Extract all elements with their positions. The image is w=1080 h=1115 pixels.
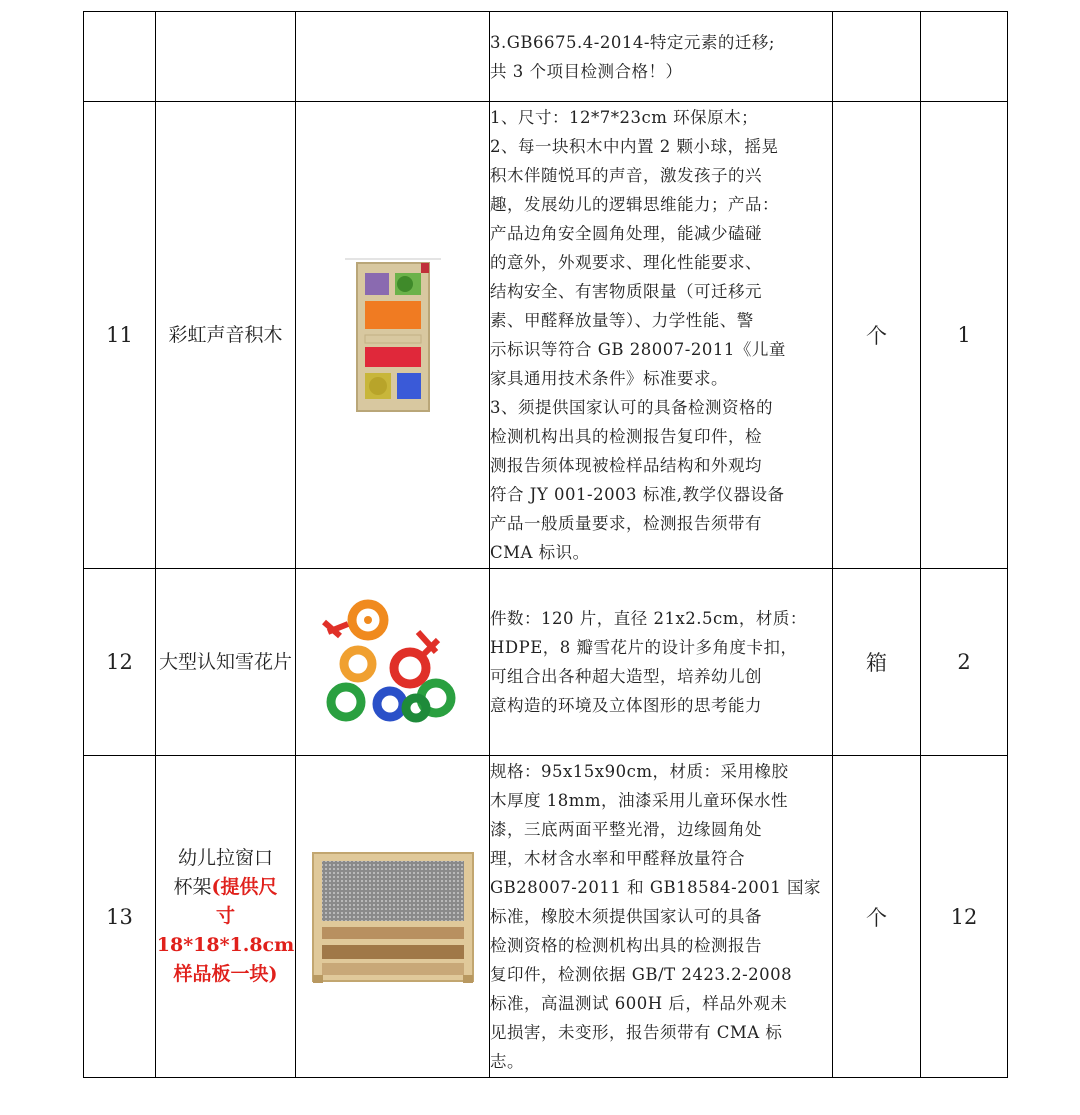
item-unit: 个: [833, 756, 921, 1078]
desc-line: 可组合出各种超大造型，培养幼儿创: [490, 667, 762, 686]
row-number: 11: [84, 102, 156, 569]
item-description: [490, 569, 833, 756]
desc-line: 漆，三底两面平整光滑，边缘圆角处: [490, 820, 762, 839]
item-description: [490, 12, 833, 102]
item-unit: [833, 12, 921, 102]
desc-line: 检测资格的检测机构出具的检测报告: [490, 936, 762, 955]
table-row: [84, 12, 1008, 102]
item-image-cell: [296, 756, 490, 1078]
item-quantity: [921, 12, 1008, 102]
desc-line: 1、尺寸：12*7*23cm 环保原木；: [490, 108, 759, 127]
item-quantity: 12: [921, 756, 1008, 1078]
desc-line: 件数：120 片，直径 21x2.5cm，材质：: [490, 609, 807, 628]
desc-line: 结构安全、有害物质限量（可迁移元: [490, 282, 762, 301]
desc-line: 示标识等符合 GB 28007-2011《儿童: [490, 340, 786, 359]
desc-line: 木厚度 18mm，油漆采用儿童环保水性: [490, 791, 789, 810]
item-description: [490, 756, 833, 1078]
item-unit: 箱: [833, 569, 921, 756]
spec-table: [83, 11, 1008, 1078]
item-image-cell: [296, 102, 490, 569]
desc-line: 理，木材含水率和甲醛释放量符合: [490, 849, 745, 868]
rainbow-sound-blocks-image: [296, 255, 489, 415]
table-row: [84, 756, 1008, 1078]
desc-line: 产品一般质量要求，检测报告须带有: [490, 514, 762, 533]
item-description: [490, 102, 833, 569]
desc-line: CMA 标识。: [490, 543, 590, 562]
desc-line: 的意外，外观要求、理化性能要求、: [490, 253, 762, 272]
desc-line: 志。: [490, 1052, 524, 1071]
item-image-cell: [296, 12, 490, 102]
row-number: 12: [84, 569, 156, 756]
desc-line: 标准，橡胶木须提供国家认可的具备: [490, 907, 762, 926]
desc-line: 家具通用技术条件》标准要求。: [490, 369, 728, 388]
desc-line: 产品边角安全圆角处理，能减少磕碰: [490, 224, 762, 243]
table-row: [84, 102, 1008, 569]
item-name: [156, 12, 296, 102]
desc-line: 积木伴随悦耳的声音，激发孩子的兴: [490, 166, 762, 185]
sample-requirement-note: 18*18*1.8cm: [156, 934, 295, 956]
desc-line: 符合 JY 001-2003 标准,教学仪器设备: [490, 485, 785, 504]
sample-requirement-note: 寸: [215, 905, 235, 927]
desc-line: 3.GB6675.4-2014-特定元素的迁移;: [490, 32, 775, 52]
desc-line: GB28007-2011 和 GB18584-2001 国家: [490, 878, 821, 897]
item-quantity: 1: [921, 102, 1008, 569]
row-number: [84, 12, 156, 102]
desc-line: 复印件，检测依据 GB/T 2423.2-2008: [490, 965, 793, 984]
desc-line: 测报告须体现被检样品结构和外观均: [490, 456, 762, 475]
item-name: 彩虹声音积木: [156, 102, 296, 569]
item-quantity: 2: [921, 569, 1008, 756]
cup-rack-cabinet-image: [296, 847, 489, 987]
item-name: [156, 756, 296, 1078]
desc-line: 素、甲醛释放量等）、力学性能、警: [490, 311, 754, 330]
desc-line: 意构造的环境及立体图形的思考能力: [490, 696, 762, 715]
item-name-line: 杯架: [173, 876, 212, 898]
table-row: [84, 569, 1008, 756]
sample-requirement-note: (提供尺: [211, 876, 278, 898]
desc-line: 共 3 个项目检测合格！）: [490, 61, 683, 81]
desc-line: HDPE，8 瓣雪花片的设计多角度卡扣，: [490, 638, 798, 657]
item-unit: 个: [833, 102, 921, 569]
desc-line: 标准，高温测试 600H 后，样品外观未: [490, 994, 788, 1013]
desc-line: 检测机构出具的检测报告复印件，检: [490, 427, 762, 446]
desc-line: 规格：95x15x90cm，材质：采用橡胶: [490, 762, 789, 781]
item-name-line: 幼儿拉窗口: [177, 847, 273, 869]
desc-line: 3、须提供国家认可的具备检测资格的: [490, 398, 773, 417]
item-name: 大型认知雪花片: [156, 569, 296, 756]
snowflake-pieces-image: [296, 592, 489, 732]
item-image-cell: [296, 569, 490, 756]
desc-line: 见损害，未变形，报告须带有 CMA 标: [490, 1023, 783, 1042]
sample-requirement-note: 样品板一块): [173, 963, 278, 985]
desc-line: 趣，发展幼儿的逻辑思维能力；产品：: [490, 195, 779, 214]
desc-line: 2、每一块积木中内置 2 颗小球，摇晃: [490, 137, 779, 156]
row-number: 13: [84, 756, 156, 1078]
